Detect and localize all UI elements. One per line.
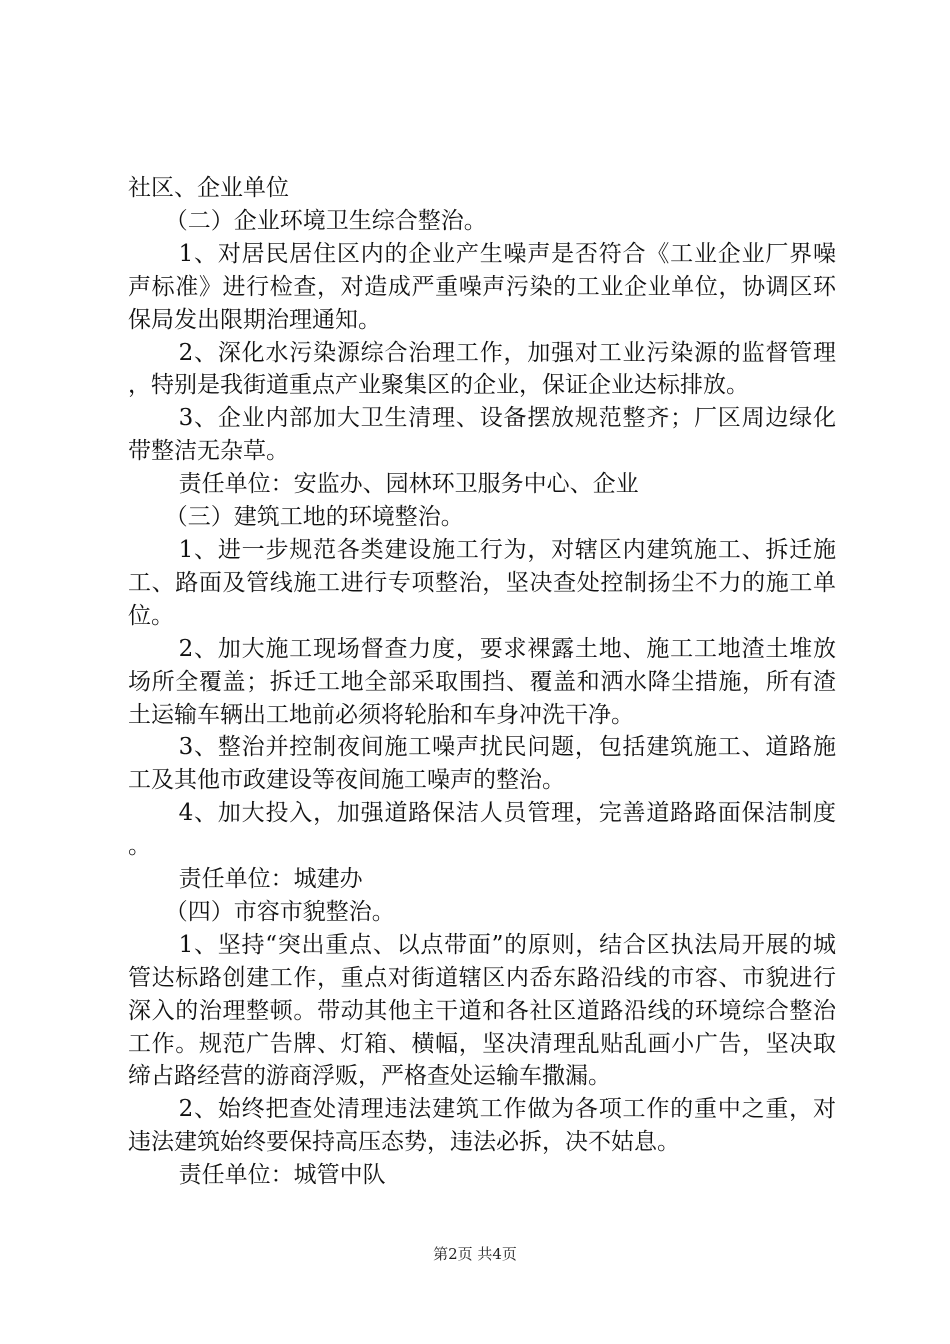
section-heading: （二）企业环境卫生综合整治。 — [164, 207, 487, 234]
paragraph: 2、深化水污染源综合治理工作，加强对工业污染源的监督管理，特别是我街道重点产业聚集区的企业，保证企业达标排放。 — [128, 339, 836, 399]
page-number-footer: 第2页 共4页 — [433, 1245, 517, 1263]
section-heading: （四）市容市貌整治。 — [164, 898, 395, 925]
responsible-unit: 责任单位：城建办 — [178, 866, 363, 893]
responsible-unit: 责任单位：城管中队 — [178, 1162, 386, 1189]
paragraph: 3、整治并控制夜间施工噪声扰民问题，包括建筑施工、道路施工及其他市政建设等夜间施工噪声的整治。 — [128, 734, 836, 794]
section-heading: （三）建筑工地的环境整治。 — [164, 504, 464, 531]
paragraph: 2、加大施工现场督查力度，要求裸露土地、施工工地渣土堆放场所全覆盖；拆迁工地全部采取围挡、覆盖和洒水降尘措施，所有渣土运输车辆出工地前必须将轮胎和车身冲洗干净。 — [128, 635, 836, 728]
paragraph: 社区、企业单位 — [128, 175, 289, 201]
paragraph: 4、加大投入，加强道路保洁人员管理，完善道路路面保洁制度。 — [128, 800, 836, 860]
paragraph: 2、始终把查处清理违法建筑工作做为各项工作的重中之重，对违法建筑始终要保持高压态势，违法必拆，决不姑息。 — [128, 1096, 836, 1156]
paragraph: 3、企业内部加大卫生清理、设备摆放规范整齐；厂区周边绿化带整洁无杂草。 — [128, 405, 836, 465]
paragraph: 1、进一步规范各类建设施工行为，对辖区内建筑施工、拆迁施工、路面及管线施工进行专项整治，坚决查处控制扬尘不力的施工单位。 — [128, 536, 836, 629]
document-body — [128, 172, 836, 1192]
responsible-unit: 责任单位：安监办、园林环卫服务中心、企业 — [178, 471, 639, 498]
paragraph: 1、坚持“突出重点、以点带面”的原则，结合区执法局开展的城管达标路创建工作，重点对街道辖区内岙东路沿线的市容、市貌进行深入的治理整顿。带动其他主干道和各社区道路沿线的环境综合整治工作。规范广告牌、灯箱、横幅，坚决清理乱贴乱画小广告，坚决取缔占路经营的游商浮贩，严格查处运输车撒漏。 — [128, 931, 836, 1090]
paragraph: 1、对居民居住区内的企业产生噪声是否符合《工业企业厂界噪声标准》进行检查，对造成严重噪声污染的工业企业单位，协调区环保局发出限期治理通知。 — [128, 240, 836, 333]
